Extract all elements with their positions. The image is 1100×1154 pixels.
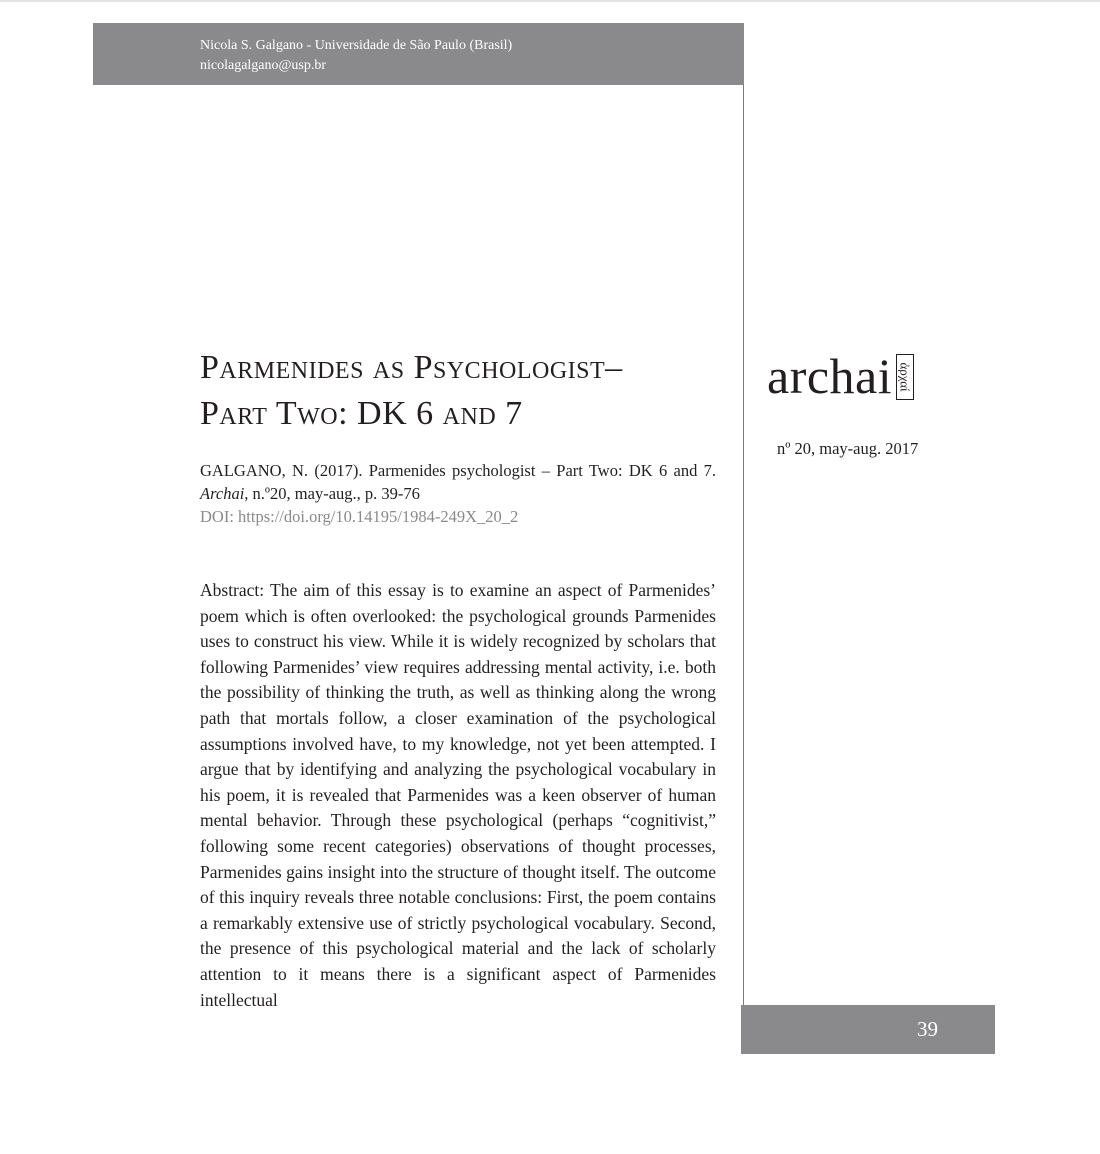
abstract-paragraph — [200, 578, 716, 1013]
citation-block — [200, 459, 716, 528]
citation-details: , n.º20, may-aug., p. 39-76 — [244, 484, 420, 503]
top-border — [0, 0, 1100, 2]
article-title — [200, 345, 740, 437]
page-number: 39 — [917, 1017, 938, 1041]
column-divider — [743, 85, 744, 1005]
journal-logo — [767, 348, 914, 408]
citation-journal: Archai — [200, 484, 245, 503]
issue-info: nº 20, may-aug. 2017 — [777, 439, 919, 458]
journal-name: archai — [767, 348, 893, 404]
title-line-1: Parmenides as Psychologist– — [200, 349, 623, 386]
journal-greek-box — [896, 354, 914, 400]
author-header-band — [93, 23, 744, 85]
citation-text: GALGANO, N. (2017). Parmenides psychologist – Part Two: DK 6 and 7. — [200, 461, 716, 480]
doi-link[interactable]: DOI: https://doi.org/10.14195/1984-249X_20_2 — [200, 507, 519, 526]
abstract-text: The aim of this essay is to examine an aspect of Parmenides’ poem which is often overlooked: the psychological grounds Parmenides uses to construct his view. While it is widely recognized by scholars that following Parmenides’ view requires addressing mental activity, i.e. both the possibility of thinking the truth, as well as thinking along the wrong path that mortals follow, a closer examination of the psychological assumptions involved have, to my knowledge, not yet been attempted. I argue that by identifying and analyzing the psychological vocabulary in his poem, it is revealed that Parmenides was a keen observer of human mental behavior. Through these psychological (perhaps “cognitivist,” following some recent categories) observations of thought processes, Parmenides gains insight into the structure of thought itself. The outcome of this inquiry reveals three notable conclusions: First, the poem contains a remarkably extensive use of strictly psychological vocabulary. Second, the presence of this psychological material and the lack of scholarly attention to it means there is a significant aspect of Parmenides intellectual — [200, 580, 716, 1010]
abstract-label: Abstract: — [200, 580, 265, 600]
page-number-band — [741, 1005, 995, 1054]
author-email: nicolagalgano@usp.br — [200, 58, 327, 73]
journal-greek-text: ἀρχαί — [897, 362, 913, 392]
title-line-2: Part Two: DK 6 and 7 — [200, 395, 523, 432]
author-affiliation: Nicola S. Galgano - Universidade de São Paulo (Brasil) — [200, 38, 513, 53]
